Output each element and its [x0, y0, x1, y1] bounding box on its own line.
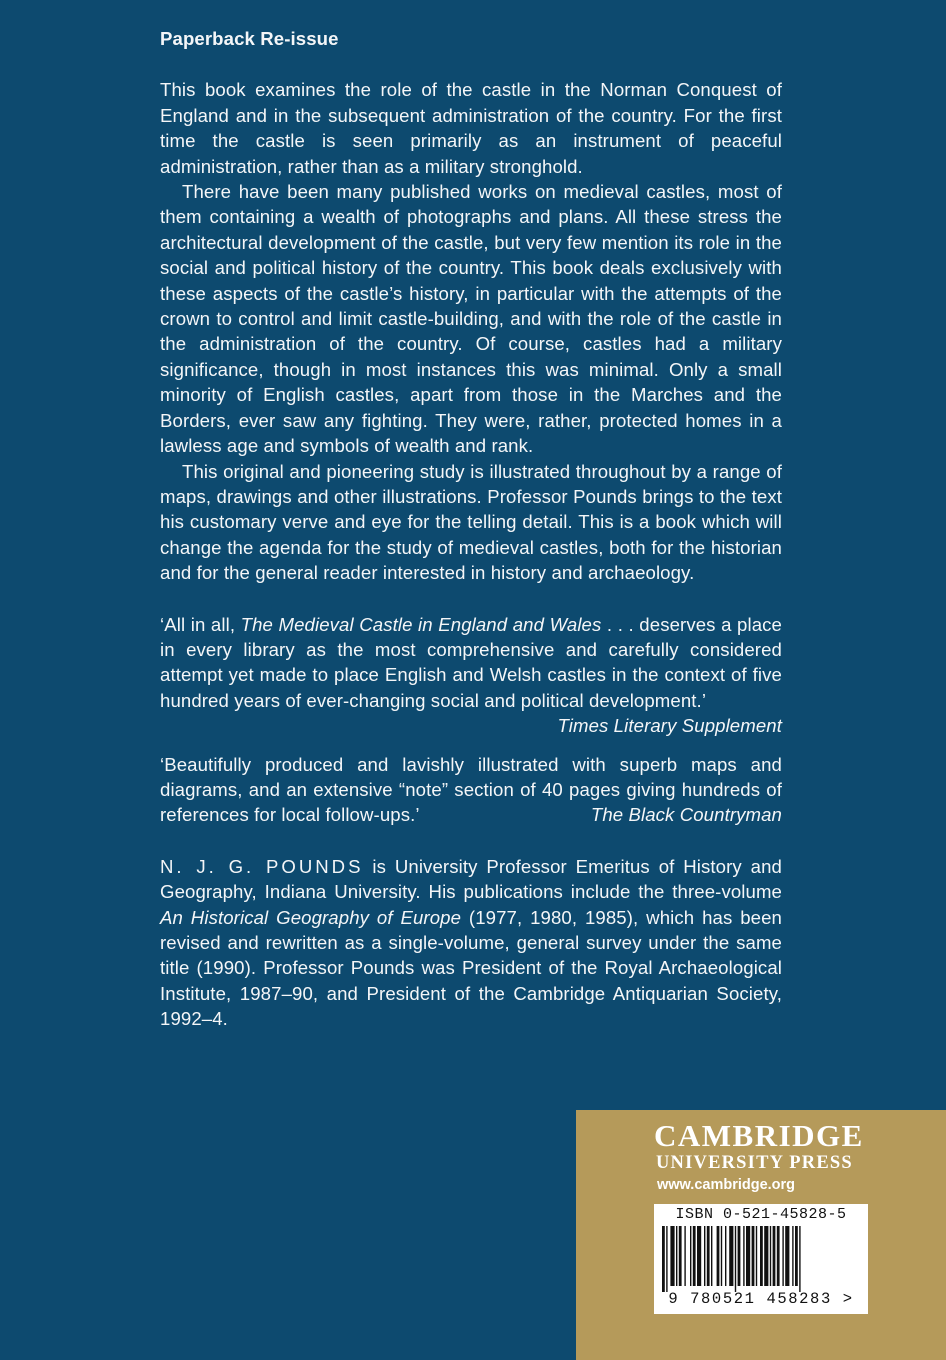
- blurb-paragraph-3: This original and pioneering study is illustrated throughout by a range of maps, drawings and other illustrations. Professor Pounds brings to the text his customary verve and eye for the telling detail. This is a book which will change the agenda for the study of medieval castles, both for the historian and for the general reader interested in history and archaeology.: [160, 460, 782, 584]
- review-1-post: . . . deserves a place in every library as the most comprehensive and carefully considered attempt yet made to place English and Welsh castles in the context of five hundred years of ever-changing social and political development.’: [160, 613, 783, 711]
- review-quote-2: [160, 752, 782, 828]
- blurb-paragraph-2: There have been many published works on medieval castles, most of them containing a wealth of photographs and plans. All these stress the architectural development of the castle, but very few mention its role in the social and political history of the country. This book deals exclusively with these aspects of the castle’s history, in particular with the attempts of the crown to control and limit castle-building, and with the role of the castle in the administration of the country. Of course, castles had a military significance, though in most instances this was minimal. Only a small minority of English castles, apart from those in the Marches and the Borders, ever saw any fighting. They were, rather, protected homes in a lawless age and symbols of wealth and rank.: [160, 181, 782, 457]
- isbn-number: ISBN 0-521-45828-5: [675, 1206, 847, 1223]
- publisher-subtitle: UNIVERSITY PRESS: [656, 1153, 853, 1173]
- review-quote-1: [160, 612, 783, 737]
- review-1-pre: ‘All in all,: [160, 613, 241, 635]
- barcode-box: [654, 1204, 868, 1314]
- author-bio: [160, 854, 782, 1032]
- blurb-paragraph-1: This book examines the role of the castle in the Norman Conquest of England and in the subsequent administration of the country. For the first time the castle is seen primarily as an instrument of peaceful administration, rather than as a military stronghold.: [160, 79, 782, 177]
- publisher-url: www.cambridge.org: [657, 1177, 796, 1193]
- back-cover-text: [160, 26, 782, 1032]
- ean-number: 9 780521 458283 >: [668, 1290, 854, 1308]
- edition-heading: Paperback Re-issue: [160, 28, 339, 49]
- author-bio-text-2: (1977, 1980, 1985), which has been revised and rewritten as a single-volume, general survey under the same title (1990). Professor Pounds was President of the Royal Archaeological Institute, 1987–90, and President of the Cambridge Antiquarian Society, 1992–4.: [160, 906, 782, 1030]
- publisher-name: CAMBRIDGE: [654, 1118, 864, 1153]
- author-name: N. J. G. POUNDS: [160, 855, 364, 877]
- review-2-text: ‘Beautifully produced and lavishly illustrated with superb maps and diagrams, and an extensive “note” section of 40 pages giving hundreds of references for local follow-ups.’: [160, 753, 782, 826]
- review-2-source: The Black Countryman: [590, 804, 782, 826]
- review-1-source: Times Literary Supplement: [557, 715, 782, 737]
- author-bio-text-1: is University Professor Emeritus of History and Geography, Indiana University. His publications include the three-volume: [160, 855, 782, 903]
- barcode-icon: [660, 1226, 862, 1292]
- publisher-panel: [576, 1110, 946, 1360]
- author-book-title: An Historical Geography of Europe: [160, 906, 462, 928]
- review-1-book-title: The Medieval Castle in England and Wales: [240, 613, 602, 635]
